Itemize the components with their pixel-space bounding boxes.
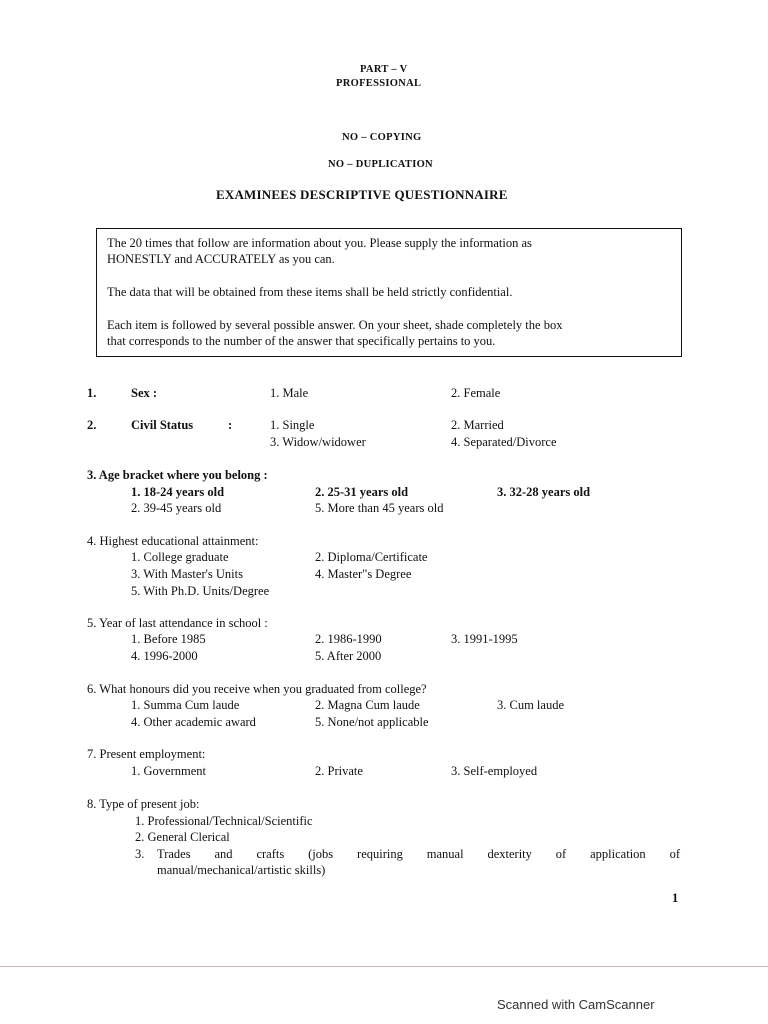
q6-option-3[interactable]: 3. Cum laude (497, 698, 565, 712)
q7-label: 7. Present employment: (87, 747, 206, 761)
q3-option-4[interactable]: 2. 39-45 years old (131, 501, 222, 515)
q7-option-3[interactable]: 3. Self-employed (451, 764, 538, 778)
q4-option-4[interactable]: 4. Master"s Degree (315, 567, 412, 581)
q5-option-5[interactable]: 5. After 2000 (315, 649, 382, 663)
q3-option-3[interactable]: 3. 32-28 years old (497, 485, 591, 499)
instruction-line-1: The 20 times that follow are information about you. Please supply the information as (107, 236, 532, 250)
no-copying-notice: NO – COPYING (342, 132, 422, 143)
q4-label: 4. Highest educational attainment: (87, 534, 259, 548)
q2-colon: : (228, 418, 233, 432)
page-number: 1 (672, 891, 679, 905)
q2-option-3[interactable]: 3. Widow/widower (270, 435, 366, 449)
part-heading: PART – V (360, 64, 408, 75)
q5-option-3[interactable]: 3. 1991-1995 (451, 632, 518, 646)
q1-option-1[interactable]: 1. Male (270, 386, 309, 400)
q2-option-1[interactable]: 1. Single (270, 418, 315, 432)
q3-option-5[interactable]: 5. More than 45 years old (315, 501, 444, 515)
q6-option-5[interactable]: 5. None/not applicable (315, 715, 429, 729)
q5-option-1[interactable]: 1. Before 1985 (131, 632, 206, 646)
q4-option-3[interactable]: 3. With Master's Units (131, 567, 243, 581)
q5-option-4[interactable]: 4. 1996-2000 (131, 649, 198, 663)
instruction-line-2: HONESTLY and ACCURATELY as you can. (107, 252, 335, 266)
q3-label: 3. Age bracket where you belong : (87, 468, 268, 482)
q2-option-4[interactable]: 4. Separated/Divorce (451, 435, 557, 449)
q3-option-2[interactable]: 2. 25-31 years old (315, 485, 409, 499)
q4-option-5[interactable]: 5. With Ph.D. Units/Degree (131, 584, 270, 598)
no-duplication-notice: NO – DUPLICATION (328, 159, 433, 170)
q3-option-1[interactable]: 1. 18-24 years old (131, 485, 225, 499)
q6-label: 6. What honours did you receive when you graduated from college? (87, 682, 427, 696)
q2-number: 2. (87, 418, 97, 432)
section-heading: PROFESSIONAL (336, 78, 422, 89)
q1-label: Sex : (131, 386, 158, 400)
questionnaire-title: EXAMINEES DESCRIPTIVE QUESTIONNAIRE (216, 187, 508, 202)
q8-option-3[interactable]: Trades and crafts (jobs requiring manual dexterity of application of (157, 847, 680, 861)
q8-option-1[interactable]: 1. Professional/Technical/Scientific (135, 814, 313, 828)
q8-option-3-number: 3. (135, 847, 145, 861)
q4-option-2[interactable]: 2. Diploma/Certificate (315, 550, 428, 564)
q7-option-2[interactable]: 2. Private (315, 764, 363, 778)
q4-option-1[interactable]: 1. College graduate (131, 550, 229, 564)
q6-option-1[interactable]: 1. Summa Cum laude (131, 698, 240, 712)
q8-label: 8. Type of present job: (87, 797, 200, 811)
q5-option-2[interactable]: 2. 1986-1990 (315, 632, 382, 646)
q1-option-2[interactable]: 2. Female (451, 386, 501, 400)
q8-option-2[interactable]: 2. General Clerical (135, 830, 230, 844)
q1-number: 1. (87, 386, 97, 400)
q8-option-3-continued: manual/mechanical/artistic skills) (157, 863, 326, 877)
q2-label: Civil Status (131, 418, 194, 432)
instruction-line-3: The data that will be obtained from these items shall be held strictly confidential. (107, 285, 513, 299)
q6-option-4[interactable]: 4. Other academic award (131, 715, 256, 729)
instruction-line-4: Each item is followed by several possible answer. On your sheet, shade completely the box (107, 318, 563, 332)
scanner-watermark: Scanned with CamScanner (497, 997, 655, 1012)
q6-option-2[interactable]: 2. Magna Cum laude (315, 698, 420, 712)
instruction-box (96, 228, 682, 357)
instruction-line-5: that corresponds to the number of the answer that specifically pertains to you. (107, 334, 496, 348)
q2-option-2[interactable]: 2. Married (451, 418, 504, 432)
q7-option-1[interactable]: 1. Government (131, 764, 206, 778)
q5-label: 5. Year of last attendance in school : (87, 616, 268, 630)
footer-divider (0, 966, 768, 967)
